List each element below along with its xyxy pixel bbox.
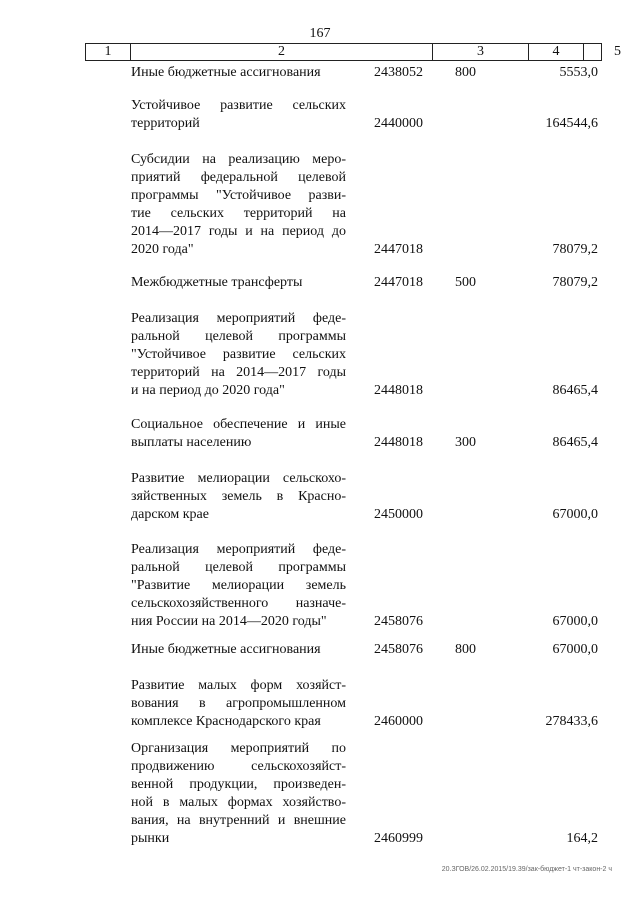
row-name-line: Иные бюджетные ассигнования: [131, 642, 321, 657]
row-name-line: тие сельских территорий на: [131, 206, 346, 221]
row-code: 2448018: [374, 435, 423, 450]
row-code: 2447018: [374, 242, 423, 257]
row-name: [131, 310, 346, 400]
row-code: 2447018: [374, 275, 423, 290]
row-name-line: приятий федеральной целевой: [131, 170, 346, 185]
header-col-3: 3: [433, 44, 529, 60]
row-code: 2438052: [374, 65, 423, 80]
row-name-line: ной в малых формах хозяйство-: [131, 795, 346, 810]
row-name-line: рынки: [131, 831, 170, 846]
row-code: 2448018: [374, 383, 423, 398]
row-name-line: "Развитие мелиорации земель: [131, 578, 346, 593]
row-amount: 164544,6: [545, 116, 598, 131]
row-name-line: зяйственных земель в Красно-: [131, 489, 346, 504]
header-col-4: 4: [529, 44, 584, 60]
table-row: [0, 274, 640, 292]
row-name-line: Развитие мелиорации сельскохо-: [131, 471, 346, 486]
row-type: 300: [455, 435, 476, 450]
table-row: [0, 97, 640, 133]
row-name-line: 2020 года": [131, 242, 194, 257]
row-code: 2440000: [374, 116, 423, 131]
row-code: 2458076: [374, 614, 423, 629]
row-name-line: территорий на 2014—2017 годы: [131, 365, 346, 380]
row-name-line: 2014—2017 годы и на период до: [131, 224, 346, 239]
table-row: [0, 641, 640, 659]
row-code: 2460000: [374, 714, 423, 729]
row-name: [131, 541, 346, 631]
row-name-line: ральной целевой программы: [131, 329, 346, 344]
row-amount: 78079,2: [552, 275, 598, 290]
row-type: 800: [455, 642, 476, 657]
footer-file-path: 20.ЗГОВ/26.02.2015/19.39/зак-бюджет-1 чт-закон-2 ч: [441, 866, 612, 873]
header-col-5: 5: [614, 44, 621, 59]
row-name-line: дарском крае: [131, 507, 209, 522]
row-name-line: венной продукции, произведен-: [131, 777, 346, 792]
row-name-line: продвижению сельскохозяйст-: [131, 759, 346, 774]
table-row: [0, 310, 640, 400]
table-row: [0, 470, 640, 524]
row-amount: 67000,0: [552, 642, 598, 657]
row-name: [131, 641, 346, 659]
row-name-line: ральной целевой программы: [131, 560, 346, 575]
row-amount: 278433,6: [545, 714, 598, 729]
row-name-line: Развитие малых форм хозяйст-: [131, 678, 346, 693]
row-name-line: программы "Устойчивое разви-: [131, 188, 346, 203]
header-col-1: 1: [86, 44, 131, 60]
row-name: [131, 151, 346, 259]
row-type: 500: [455, 275, 476, 290]
row-amount: 86465,4: [552, 435, 598, 450]
row-name-line: вования в агропромышленном: [131, 696, 346, 711]
row-amount: 5553,0: [559, 65, 598, 80]
row-name-line: и на период до 2020 года": [131, 383, 285, 398]
table-row: [0, 677, 640, 731]
table-row: [0, 416, 640, 452]
row-name: [131, 97, 346, 133]
row-amount: 78079,2: [552, 242, 598, 257]
header-col-2: 2: [131, 44, 433, 60]
table-row: [0, 151, 640, 259]
table-header: [85, 43, 621, 61]
row-name-line: выплаты населению: [131, 435, 252, 450]
row-name-line: вания, на внутренний и внешние: [131, 813, 346, 828]
row-name-line: "Устойчивое развитие сельских: [131, 347, 346, 362]
row-amount: 67000,0: [552, 507, 598, 522]
row-amount: 164,2: [566, 831, 598, 846]
row-name-line: территорий: [131, 116, 200, 131]
row-code: 2450000: [374, 507, 423, 522]
row-code: 2460999: [374, 831, 423, 846]
table-row: [0, 541, 640, 631]
row-name-line: Реализация мероприятий феде-: [131, 311, 346, 326]
row-name-line: Организация мероприятий по: [131, 741, 346, 756]
row-name: [131, 274, 346, 292]
row-name-line: Иные бюджетные ассигнования: [131, 65, 321, 80]
row-type: 800: [455, 65, 476, 80]
row-name-line: комплексе Краснодарского края: [131, 714, 321, 729]
row-name-line: Межбюджетные трансферты: [131, 275, 303, 290]
row-name-line: Реализация мероприятий феде-: [131, 542, 346, 557]
row-name: [131, 416, 346, 452]
row-amount: 86465,4: [552, 383, 598, 398]
table-row: [0, 740, 640, 848]
row-name: [131, 740, 346, 848]
page-number: 167: [309, 26, 331, 41]
row-name-line: Субсидии на реализацию меро-: [131, 152, 346, 167]
table-row: [0, 64, 640, 82]
row-name-line: сельскохозяйственного назначе-: [131, 596, 346, 611]
row-amount: 67000,0: [552, 614, 598, 629]
row-name-line: ния России на 2014—2020 годы": [131, 614, 327, 629]
row-name: [131, 64, 346, 82]
row-name-line: Устойчивое развитие сельских: [131, 98, 346, 113]
row-name: [131, 677, 346, 731]
row-name: [131, 470, 346, 524]
row-code: 2458076: [374, 642, 423, 657]
row-name-line: Социальное обеспечение и иные: [131, 417, 346, 432]
